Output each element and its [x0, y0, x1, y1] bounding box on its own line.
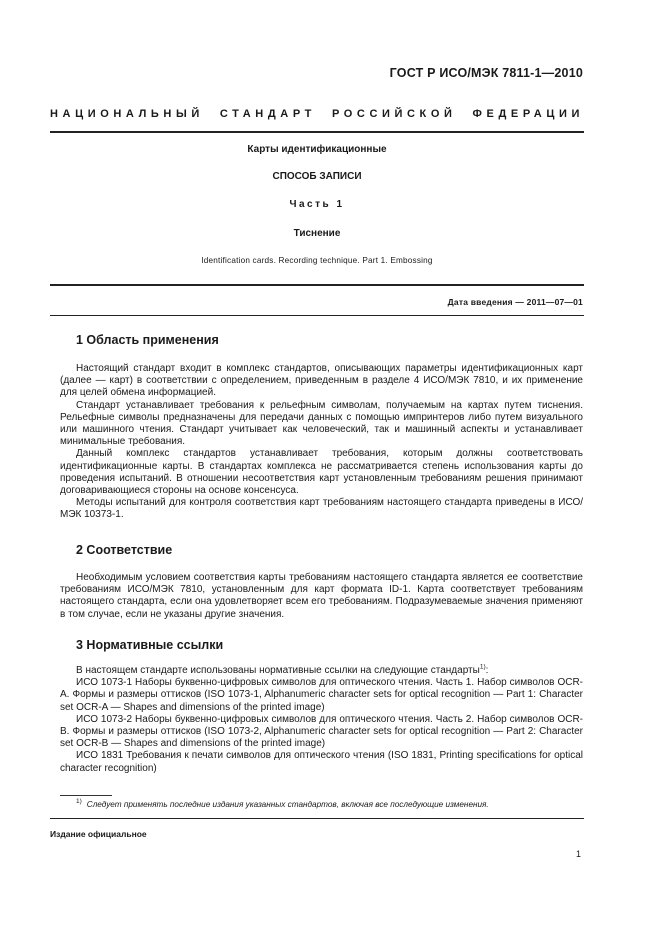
section-1-heading: 1 Область применения [76, 333, 219, 347]
footnote [76, 800, 586, 809]
section-3-intro-text: В настоящем стандарте использованы нормативные ссылки на следующие стандарты [76, 665, 480, 676]
section-2-body [60, 572, 583, 621]
footnote-mark: 1) [76, 798, 82, 806]
section-1-paragraph: Данный комплекс стандартов устанавливает требования, которым должны соответствовать идентификационные карты. В стандартах комплекса не рассматривается степень использования карты до проведения испытаний. В отношении несоответствия карт установленным требованиям решения принимают договаривающиеся стороны на основе консенсуса. [60, 448, 583, 497]
section-1-paragraph: Настоящий стандарт входит в комплекс стандартов, описывающих параметры идентификационных карт (далее — карт) в соответствии с определением, приведенным в разделе 4 ИСО/МЭК 7810, и их применение для целей обмена информацией. [60, 363, 583, 399]
title-subject: Тиснение [293, 228, 341, 239]
section-3-body [60, 665, 583, 775]
section-1-paragraph: Стандарт устанавливает требования к рельефным символам, получаемым на картах путем тиснения. Рельефные символы предназначены для передачи данных с помощью импринтеров либо путем визуального или машинного чтения. Стандарт учитывает как человеческий, так и машинный аспекты и устанавливает минимальные требования. [60, 399, 583, 448]
page-number: 1 [575, 849, 581, 859]
document-number: ГОСТ Р ИСО/МЭК 7811-1—2010 [389, 66, 583, 80]
normative-reference: ИСО 1073-2 Наборы буквенно-цифровых символов для оптического чтения. Часть 2. Набор символов OCR-B. Формы и размеры оттисков (ISO 1073-2, Alphanumeric character sets for optical recognition — Part 2: Character set OCR-B — Shapes and dimensions of the printed image) [60, 713, 583, 750]
title-line1: Карты идентификационные [247, 144, 387, 155]
section-3-heading: 3 Нормативные ссылки [76, 638, 224, 652]
date-rule [50, 315, 584, 316]
section-1-body [60, 363, 583, 522]
footer-rule [50, 818, 584, 819]
normative-reference: ИСО 1073-1 Наборы буквенно-цифровых символов для оптического чтения. Часть 1. Набор символов OCR-A. Формы и размеры оттисков (ISO 1073-1, Alphanumeric character sets for optical recognition — Part 1: Character set OCR-A — Shapes and dimensions of the printed image) [60, 677, 583, 713]
header-rule [50, 131, 584, 133]
section-2-paragraph: Необходимым условием соответствия карты требованиям настоящего стандарта является ее соответствие требованиям ИСО/МЭК 7810, установленным для карт формата ID-1. Карта соответствует требованиям настоящего стандарта, если она удовлетворяет всем его требованиям. Подразумеваемые значения применяют в том случае, если не указаны другие значения. [60, 572, 583, 620]
footnote-separator [60, 795, 112, 796]
section-1-paragraph: Методы испытаний для контроля соответствия карт требованиям настоящего стандарта приведены в ИСО/МЭК 10373-1. [60, 497, 583, 521]
title-part: Часть 1 [289, 199, 345, 210]
footnote-text: Следует применять последние издания указанных стандартов, включая все последующие изменения. [86, 800, 489, 809]
effective-date: Дата введения — 2011—07—01 [447, 297, 583, 307]
title-rule [50, 284, 584, 286]
section-2-heading: 2 Соответствие [76, 543, 173, 557]
section-3-intro-end: : [485, 665, 489, 676]
footnote-reference: 1) [479, 663, 486, 671]
normative-reference: ИСО 1831 Требования к печати символов для оптического чтения (ISO 1831, Printing specifications for optical character recognition) [60, 750, 583, 774]
section-3-intro [60, 665, 583, 677]
edition-label: Издание официальное [50, 829, 147, 839]
title-english: Identification cards. Recording technique. Part 1. Embossing [201, 256, 433, 265]
title-line2: СПОСОБ ЗАПИСИ [272, 171, 362, 182]
national-standard-banner: НАЦИОНАЛЬНЫЙ СТАНДАРТ РОССИЙСКОЙ ФЕДЕРАЦИИ [50, 108, 584, 120]
